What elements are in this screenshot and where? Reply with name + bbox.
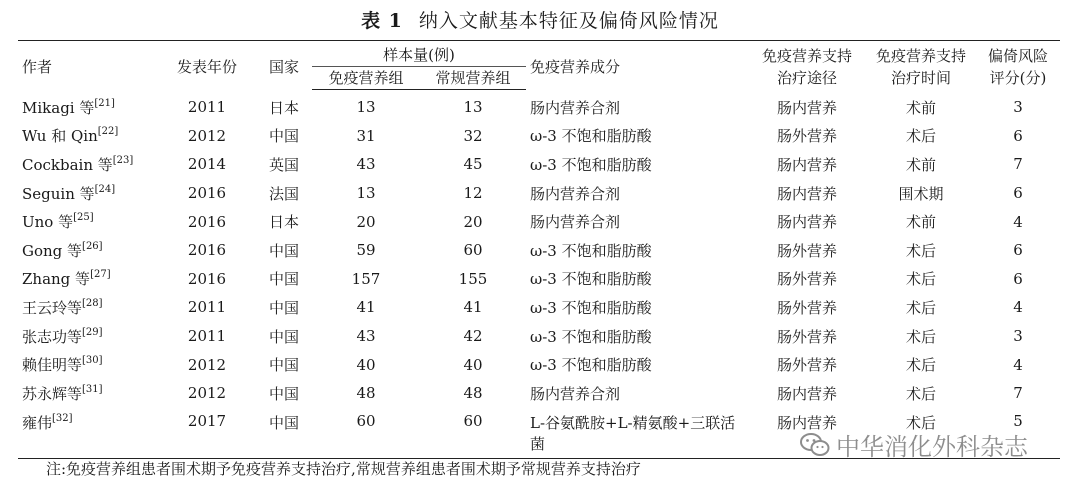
cell-immune-count: 60: [356, 411, 376, 430]
cell-time: 术前: [905, 155, 936, 174]
cell-component: 肠内营养合剂: [530, 98, 621, 117]
author-name: 雍伟: [22, 413, 53, 432]
reference-number: [24]: [94, 183, 116, 195]
cell-component: ω-3 不饱和脂肪酸: [530, 127, 652, 146]
cell-immune-count: 59: [356, 241, 376, 260]
cell-route: 肠内营养: [776, 155, 837, 174]
cell-route: 肠内营养: [776, 213, 837, 232]
cell-bias-score: 6: [1013, 126, 1023, 145]
cell-country: 中国: [268, 270, 299, 289]
table-row: [18, 150, 1060, 179]
cell-immune-count: 13: [356, 184, 376, 203]
cell-component: 肠内营养合剂: [530, 184, 621, 203]
cell-route: 肠外营养: [776, 270, 837, 289]
table-caption: 纳入文献基本特征及偏倚风险情况: [418, 10, 719, 32]
cell-year: 2014: [187, 155, 227, 174]
reference-number: [23]: [112, 154, 134, 166]
cell-country: 英国: [268, 155, 299, 174]
author-name: 赖佳明等: [22, 356, 83, 375]
cell-year: 2012: [187, 126, 227, 145]
reference-number: [22]: [97, 126, 119, 138]
author-name: 张志功等: [22, 327, 83, 346]
cell-component: 肠内营养合剂: [530, 384, 621, 403]
cell-author: [18, 322, 158, 351]
cell-bias-score: 4: [1013, 355, 1023, 374]
cell-country: 法国: [268, 184, 299, 203]
cell-component: ω-3 不饱和脂肪酸: [530, 270, 652, 289]
cell-country: 日本: [268, 213, 299, 232]
cell-author: [18, 379, 158, 408]
cell-bias-score: 3: [1013, 327, 1023, 346]
cell-year: 2017: [187, 411, 227, 430]
reference-number: [32]: [52, 412, 73, 424]
cell-bias-score: 7: [1013, 155, 1023, 174]
table-title: [0, 6, 1080, 33]
cell-year: 2012: [187, 355, 227, 374]
header-route-line2: 治疗途径: [776, 68, 837, 87]
literature-table: [18, 40, 1060, 459]
reference-number: [31]: [82, 383, 103, 395]
cell-country: 中国: [268, 356, 299, 375]
cell-bias-score: 3: [1013, 98, 1023, 117]
cell-country: 日本: [268, 98, 299, 117]
reference-number: [27]: [90, 269, 111, 281]
cell-regular-count: 48: [463, 384, 483, 403]
cell-immune-count: 31: [356, 126, 376, 145]
cell-time: 术后: [905, 241, 936, 260]
cell-author: [18, 150, 158, 179]
cell-immune-count: 13: [356, 98, 376, 117]
cell-immune-count: 20: [356, 212, 376, 231]
header-bias-line1: 偏倚风险: [987, 46, 1048, 65]
cell-country: 中国: [268, 384, 299, 403]
table-row: [18, 122, 1060, 151]
cell-component: ω-3 不饱和脂肪酸: [530, 356, 652, 375]
cell-regular-count: 60: [463, 241, 483, 260]
cell-country: 中国: [268, 298, 299, 317]
cell-year: 2012: [187, 384, 227, 403]
cell-year: 2011: [187, 327, 227, 346]
header-component: 免疫营养成分: [530, 57, 621, 76]
cell-regular-count: 60: [463, 411, 483, 430]
reference-number: [21]: [94, 97, 115, 109]
header-route: [748, 41, 866, 90]
cell-bias-score: 7: [1013, 384, 1023, 403]
cell-component: 肠内营养合剂: [530, 213, 621, 232]
table-row: [18, 90, 1060, 122]
header-bias-line2: 评分(分): [989, 68, 1047, 87]
cell-country: 中国: [268, 241, 299, 260]
reference-number: [26]: [82, 240, 103, 252]
table-note: 注:免疫营养组患者围术期予免疫营养支持治疗,常规营养组患者围术期予常规营养支持治疗: [46, 460, 641, 478]
author-name: Uno 等: [22, 213, 74, 232]
author-name: 苏永辉等: [22, 384, 83, 403]
cell-immune-count: 41: [356, 298, 376, 317]
cell-time: 围术期: [898, 184, 944, 203]
wechat-icon: [800, 432, 830, 458]
cell-country: 中国: [268, 127, 299, 146]
cell-regular-count: 40: [463, 355, 483, 374]
header-time: [866, 41, 976, 90]
cell-author: [18, 90, 158, 122]
author-name: 王云玲等: [22, 298, 83, 317]
cell-route: 肠内营养: [776, 384, 837, 403]
cell-regular-count: 20: [463, 212, 483, 231]
reference-number: [25]: [73, 212, 94, 224]
header-sample-size: 样本量(例): [312, 41, 526, 67]
header-regular-group: 常规营养组: [420, 67, 526, 90]
cell-immune-count: 43: [356, 155, 376, 174]
cell-author: [18, 179, 158, 208]
cell-bias-score: 4: [1013, 298, 1023, 317]
cell-route: 肠外营养: [776, 327, 837, 346]
cell-country: 中国: [268, 413, 299, 432]
cell-component: ω-3 不饱和脂肪酸: [530, 298, 652, 317]
header-author: 作者: [22, 57, 53, 76]
table-row: [18, 350, 1060, 379]
author-name: Zhang 等: [22, 270, 91, 289]
cell-route: 肠外营养: [776, 127, 837, 146]
cell-route: 肠内营养: [776, 184, 837, 203]
author-name: Seguin 等: [22, 184, 95, 203]
cell-country: 中国: [268, 327, 299, 346]
author-name: Cockbain 等: [22, 155, 113, 174]
cell-immune-count: 43: [356, 327, 376, 346]
header-country: 国家: [268, 57, 299, 76]
cell-regular-count: 42: [463, 327, 483, 346]
table-row: [18, 179, 1060, 208]
cell-bias-score: 6: [1013, 241, 1023, 260]
cell-bias-score: 5: [1013, 411, 1023, 430]
cell-route: 肠内营养: [776, 413, 837, 432]
cell-time: 术后: [905, 413, 936, 432]
header-year: 发表年份: [176, 57, 237, 76]
cell-regular-count: 12: [463, 184, 483, 203]
reference-number: [28]: [82, 297, 103, 309]
reference-number: [30]: [82, 355, 103, 367]
cell-author: [18, 265, 158, 294]
reference-number: [29]: [82, 326, 103, 338]
cell-component: L-谷氨酰胺+L-精氨酸+三联活菌: [530, 413, 736, 453]
header-route-line1: 免疫营养支持: [761, 46, 852, 65]
table-number: 表 1: [361, 10, 403, 32]
table-row: [18, 265, 1060, 294]
cell-author: [18, 408, 158, 459]
watermark-text: 中华消化外科杂志: [836, 433, 1028, 461]
cell-time: 术前: [905, 98, 936, 117]
cell-route: 肠外营养: [776, 241, 837, 260]
cell-immune-count: 157: [351, 269, 381, 288]
cell-route: 肠内营养: [776, 98, 837, 117]
cell-year: 2016: [187, 269, 227, 288]
cell-time: 术前: [905, 213, 936, 232]
table-row: [18, 379, 1060, 408]
cell-author: [18, 350, 158, 379]
cell-bias-score: 6: [1013, 184, 1023, 203]
cell-regular-count: 13: [463, 98, 483, 117]
watermark: [800, 427, 1028, 462]
cell-time: 术后: [905, 270, 936, 289]
cell-author: [18, 236, 158, 265]
cell-immune-count: 40: [356, 355, 376, 374]
cell-component: ω-3 不饱和脂肪酸: [530, 327, 652, 346]
cell-route: 肠外营养: [776, 298, 837, 317]
cell-immune-count: 48: [356, 384, 376, 403]
cell-year: 2016: [187, 241, 227, 260]
cell-regular-count: 155: [458, 269, 488, 288]
header-time-line2: 治疗时间: [890, 68, 951, 87]
author-name: Wu 和 Qin: [22, 127, 98, 146]
cell-year: 2011: [187, 298, 227, 317]
author-name: Mikagi 等: [22, 98, 95, 117]
cell-regular-count: 32: [463, 126, 483, 145]
table-row: [18, 236, 1060, 265]
cell-bias-score: 4: [1013, 212, 1023, 231]
cell-component: ω-3 不饱和脂肪酸: [530, 241, 652, 260]
cell-regular-count: 41: [463, 298, 483, 317]
header-bias: [976, 41, 1060, 90]
author-name: Gong 等: [22, 241, 83, 260]
cell-author: [18, 122, 158, 151]
cell-year: 2016: [187, 212, 227, 231]
table-row: [18, 293, 1060, 322]
table-row: [18, 207, 1060, 236]
cell-time: 术后: [905, 298, 936, 317]
cell-author: [18, 207, 158, 236]
cell-year: 2011: [187, 98, 227, 117]
cell-time: 术后: [905, 327, 936, 346]
cell-year: 2016: [187, 184, 227, 203]
header-immune-group: 免疫营养组: [312, 67, 420, 90]
cell-route: 肠外营养: [776, 356, 837, 375]
header-time-line1: 免疫营养支持: [875, 46, 966, 65]
cell-component: ω-3 不饱和脂肪酸: [530, 155, 652, 174]
cell-time: 术后: [905, 356, 936, 375]
cell-regular-count: 45: [463, 155, 483, 174]
cell-time: 术后: [905, 127, 936, 146]
cell-time: 术后: [905, 384, 936, 403]
cell-author: [18, 293, 158, 322]
cell-bias-score: 6: [1013, 269, 1023, 288]
table-row: [18, 322, 1060, 351]
